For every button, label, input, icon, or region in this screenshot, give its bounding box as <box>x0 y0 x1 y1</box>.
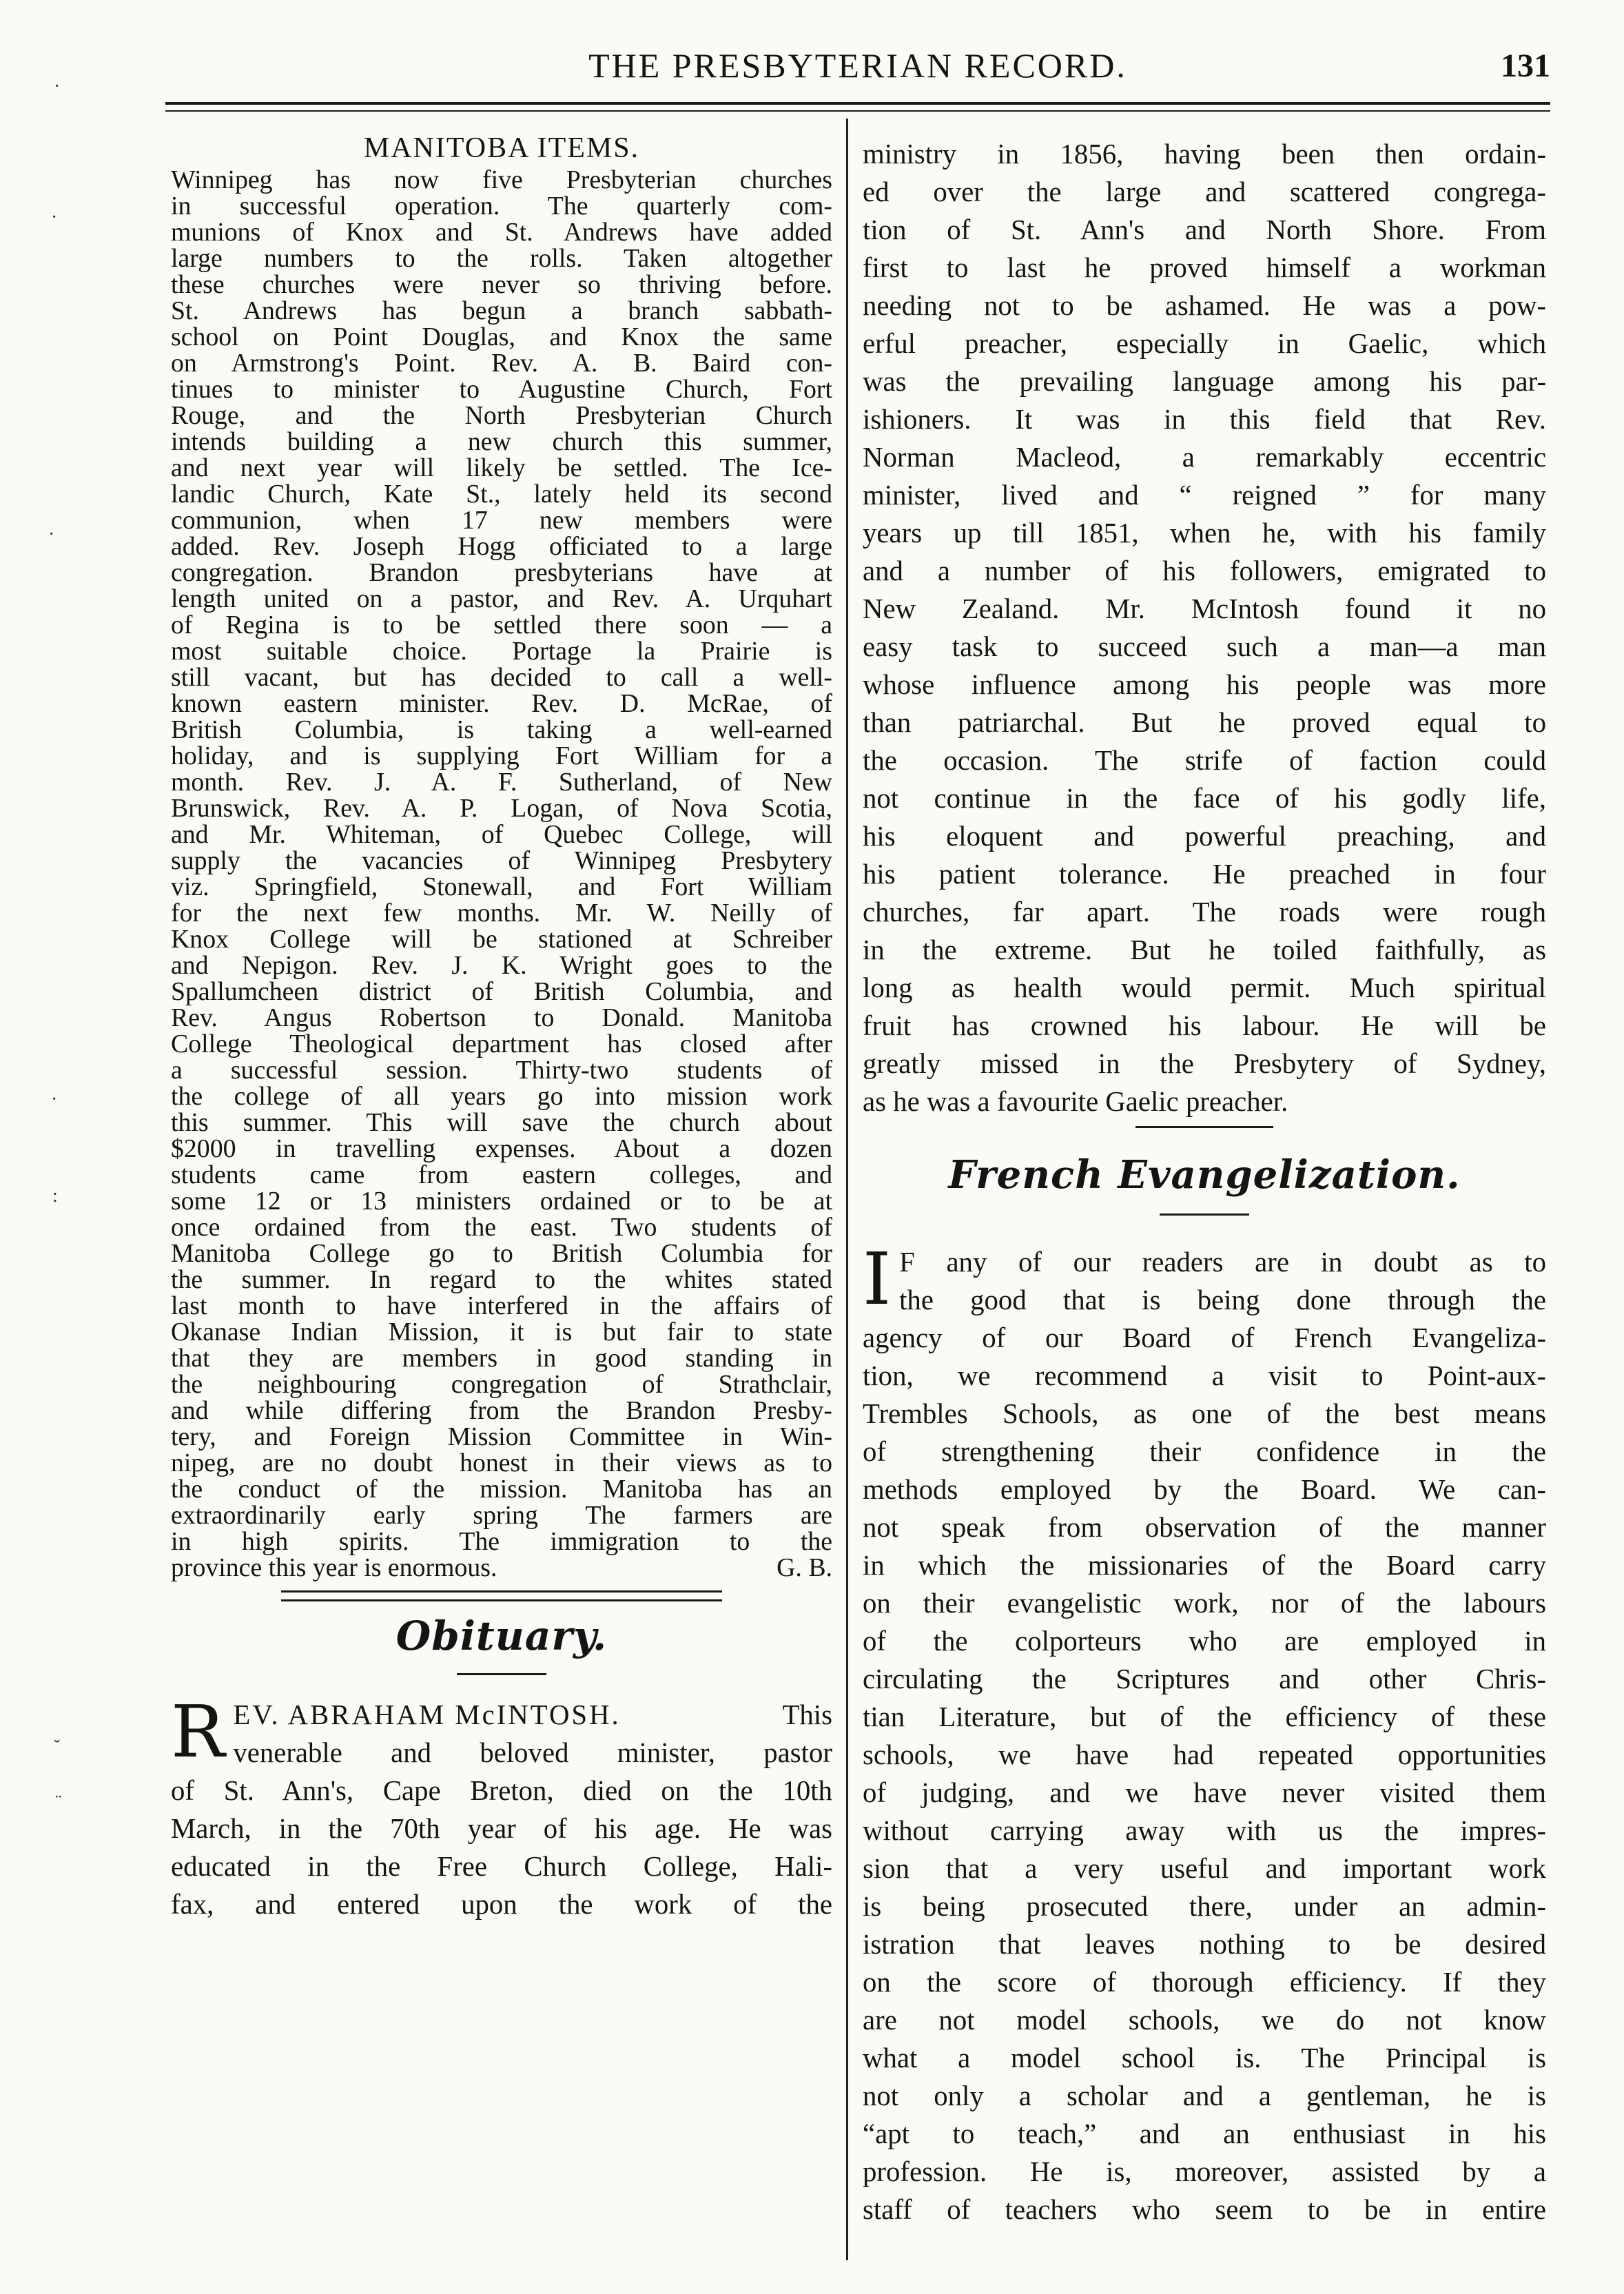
text-line: month. Rev. J. A. F. Sutherland, of New <box>171 768 832 797</box>
text-line: than patriarchal. But he proved equal to <box>863 707 1546 738</box>
manitoba-heading: MANITOBA ITEMS. <box>363 132 640 164</box>
text-line: istration that leaves nothing to be desired <box>863 1929 1546 1960</box>
text-line: last month to have interfered in the affairs of <box>171 1291 832 1320</box>
text-line: Okanase Indian Mission, it is but fair to state <box>171 1318 832 1346</box>
margin-mark: · <box>54 76 61 97</box>
text-line: on Armstrong's Point. Rev. A. B. Baird con- <box>171 349 832 378</box>
margin-mark: ¨ <box>55 1792 62 1813</box>
text-line: tery, and Foreign Mission Committee in Win- <box>171 1422 832 1451</box>
text-line: of judging, and we have never visited them <box>863 1777 1546 1808</box>
text-line: of Regina is to be settled there soon — a <box>171 611 832 639</box>
text-line: a successful session. Thirty-two students of <box>171 1056 832 1085</box>
text-line: holiday, and is supplying Fort William for a <box>171 741 832 770</box>
obituary-rule-wrap <box>171 1590 832 1601</box>
text-line: in high spirits. The immigration to the <box>171 1527 832 1556</box>
text-line: this summer. This will save the church about <box>171 1108 832 1137</box>
text-line: that they are members in good standing in <box>171 1344 832 1373</box>
right-column <box>863 135 1546 2229</box>
text-line: staff of teachers who seem to be in entire <box>863 2194 1546 2225</box>
short-rule <box>1160 1213 1249 1216</box>
obituary-drop-cap: R <box>171 1696 225 1774</box>
text-line: in which the missionaries of the Board carry <box>863 1550 1546 1581</box>
text-line: Rev. Angus Robertson to Donald. Manitoba <box>171 1003 832 1032</box>
text-line: the conduct of the mission. Manitoba has an <box>171 1475 832 1504</box>
margin-mark: ˘ <box>54 1737 61 1758</box>
text-line: of St. Ann's, Cape Breton, died on the 10th <box>171 1775 832 1806</box>
text-line: New Zealand. Mr. McIntosh found it no <box>863 593 1546 624</box>
text-line: viz. Springfield, Stonewall, and Fort William <box>171 872 832 901</box>
text-line: for the next few months. Mr. W. Neilly of <box>171 899 832 928</box>
double-rule <box>281 1590 722 1601</box>
text-line: ishioners. It was in this field that Rev. <box>863 404 1546 435</box>
left-column <box>171 131 832 1923</box>
obituary-deceased-name: EV. ABRAHAM McINTOSH. <box>233 1699 621 1730</box>
text-line: in the extreme. But he toiled faithfully, as <box>863 934 1546 965</box>
text-line: schools, we have had repeated opportunities <box>863 1739 1546 1770</box>
text-line: these churches were never so thriving before. <box>171 270 832 299</box>
text-line: minister, lived and “ reigned ” for many <box>863 480 1546 511</box>
text-line: and a number of his followers, emigrated to <box>863 555 1546 586</box>
running-head <box>165 41 1550 90</box>
text-line: once ordained from the east. Two students of <box>171 1213 832 1242</box>
text-line: St. Andrews has begun a branch sabbath- <box>171 296 832 325</box>
obituary-first-line <box>233 1696 832 1734</box>
text-line: agency of our Board of French Evangeliza- <box>863 1322 1546 1353</box>
obituary-first-block <box>171 1696 832 1923</box>
text-line: Knox College will be stationed at Schreiber <box>171 925 832 954</box>
text-line: Rouge, and the North Presbyterian Church <box>171 401 832 430</box>
text-line: fax, and entered upon the work of the <box>171 1889 832 1920</box>
margin-mark: · <box>51 207 58 228</box>
text-line: tion, we recommend a visit to Point-aux- <box>863 1360 1546 1391</box>
text-line: his patient tolerance. He preached in four <box>863 859 1546 890</box>
text-line: intends building a new church this summer, <box>171 427 832 456</box>
text-line: the summer. In regard to the whites stated <box>171 1265 832 1294</box>
text-line: students came from eastern colleges, and <box>171 1160 832 1189</box>
text-line: tion of St. Ann's and North Shore. From <box>863 214 1546 245</box>
text-line: not speak from observation of the manner <box>863 1512 1546 1543</box>
text-line: Trembles Schools, as one of the best means <box>863 1398 1546 1429</box>
text-line: known eastern minister. Rev. D. McRae, of <box>171 689 832 718</box>
text-line: Winnipeg has now five Presbyterian churches <box>171 165 832 194</box>
text-line: whose influence among his people was more <box>863 669 1546 700</box>
text-line: needing not to be ashamed. He was a pow- <box>863 290 1546 321</box>
text-line: the good that is being done through the <box>899 1284 1546 1315</box>
text-line: long as health would permit. Much spiritual <box>863 972 1546 1003</box>
text-line: easy task to succeed such a man—a man <box>863 631 1546 662</box>
text-line: without carrying away with us the impres- <box>863 1815 1546 1846</box>
text-line: supply the vacancies of Winnipeg Presbytery <box>171 846 832 875</box>
manitoba-closing-line <box>171 1555 832 1581</box>
text-line: not only a scholar and a gentleman, he is <box>863 2080 1546 2111</box>
text-line: greatly missed in the Presbytery of Sydney, <box>863 1048 1546 1079</box>
short-rule <box>1135 1126 1273 1128</box>
text-line: erful preacher, especially in Gaelic, which <box>863 328 1546 359</box>
text-line: “apt to teach,” and an enthusiast in his <box>863 2118 1546 2149</box>
text-line: large numbers to the rolls. Taken altogether <box>171 244 832 273</box>
french-first-block <box>863 1243 1546 2229</box>
text-line: venerable and beloved minister, pastor <box>233 1737 832 1768</box>
text-line: is being prosecuted there, under an admin- <box>863 1891 1546 1922</box>
text-line: first to last he proved himself a workman <box>863 252 1546 283</box>
text-line: profession. He is, moreover, assisted by a <box>863 2156 1546 2187</box>
text-line: British Columbia, is taking a well-earned <box>171 715 832 744</box>
obituary-body <box>171 1734 832 1923</box>
text-line: are not model schools, we do not know <box>863 2005 1546 2036</box>
text-line: and next year will likely be settled. The Ice- <box>171 453 832 482</box>
text-line: years up till 1851, when he, with his family <box>863 518 1546 549</box>
text-line: fruit has crowned his labour. He will be <box>863 1010 1546 1041</box>
text-line: and Nepigon. Rev. J. K. Wright goes to the <box>171 951 832 980</box>
text-line: and Mr. Whiteman, of Quebec College, will <box>171 820 832 849</box>
text-line: still vacant, but has decided to call a well- <box>171 663 832 692</box>
text-line: tinues to minister to Augustine Church, Fort <box>171 375 832 404</box>
text-line: circulating the Scriptures and other Chris- <box>863 1663 1546 1694</box>
text-line: of strengthening their confidence in the <box>863 1436 1546 1467</box>
french-short-rule-wrap <box>863 1126 1546 1128</box>
french-heading: French Evangelization. <box>948 1152 1461 1198</box>
signature: G. B. <box>777 1553 832 1582</box>
text-line: ed over the large and scattered congrega- <box>863 176 1546 207</box>
text-line: the occasion. The strife of faction could <box>863 745 1546 776</box>
text-line: on the score of thorough efficiency. If they <box>863 1967 1546 1998</box>
french-drop-cap: I <box>863 1243 892 1321</box>
text-line: $2000 in travelling expenses. About a dozen <box>171 1134 832 1163</box>
text-line: of the colporteurs who are employed in <box>863 1626 1546 1657</box>
text-line: landic Church, Kate St., lately held its second <box>171 480 832 509</box>
text-line: not continue in the face of his godly life, <box>863 783 1546 814</box>
french-short-rule-wrap-2 <box>863 1213 1546 1216</box>
running-title: THE PRESBYTERIAN RECORD. <box>588 46 1127 85</box>
french-first-line: F any of our readers are in doubt as to <box>899 1247 1546 1278</box>
text-line: ministry in 1856, having been then ordain- <box>863 139 1546 170</box>
text-line: school on Point Douglas, and Knox the same <box>171 322 832 351</box>
manitoba-body <box>171 167 832 1555</box>
obituary-first-line-tail: This <box>782 1699 832 1730</box>
margin-mark: · <box>51 1089 58 1110</box>
text-line: in successful operation. The quarterly com- <box>171 192 832 221</box>
text-line: nipeg, are no doubt honest in their views as to <box>171 1448 832 1477</box>
text-line: extraordinarily early spring The farmers are <box>171 1501 832 1530</box>
margin-mark: : <box>52 1185 58 1207</box>
french-body <box>863 1281 1546 2229</box>
text-line: his eloquent and powerful preaching, and <box>863 821 1546 852</box>
text-line: most suitable choice. Portage la Prairie is <box>171 637 832 666</box>
text-line: College Theological department has closed after <box>171 1030 832 1058</box>
text-line: educated in the Free Church College, Hali- <box>171 1851 832 1882</box>
text-line: congregation. Brandon presbyterians have at <box>171 558 832 587</box>
text-line: was the prevailing language among his par- <box>863 366 1546 397</box>
text-line: what a model school is. The Principal is <box>863 2042 1546 2073</box>
text-line: Manitoba College go to British Columbia for <box>171 1239 832 1268</box>
text-line: length united on a pastor, and Rev. A. Urquhart <box>171 584 832 613</box>
margin-mark: · <box>48 524 55 545</box>
text-line: churches, far apart. The roads were rough <box>863 897 1546 928</box>
page-number: 131 <box>1501 48 1550 84</box>
text-line: methods employed by the Board. We can- <box>863 1474 1546 1505</box>
text-line: sion that a very useful and important work <box>863 1853 1546 1884</box>
obituary-short-rule-wrap <box>171 1673 832 1675</box>
obituary-heading: Obituary. <box>395 1612 608 1659</box>
text-line: munions of Knox and St. Andrews have added <box>171 218 832 247</box>
manitoba-last-line: province this year is enormous. <box>171 1553 497 1582</box>
text-line: March, in the 70th year of his age. He was <box>171 1813 832 1844</box>
text-line: Norman Macleod, a remarkably eccentric <box>863 442 1546 473</box>
obituary-continued-body <box>863 135 1546 1083</box>
text-line: and while differing from the Brandon Presby- <box>171 1396 832 1425</box>
text-line: communion, when 17 new members were <box>171 506 832 535</box>
text-line: added. Rev. Joseph Hogg officiated to a large <box>171 532 832 561</box>
head-rule <box>165 102 1550 105</box>
obituary-last-line: as he was a favourite Gaelic preacher. <box>863 1086 1288 1117</box>
text-line: some 12 or 13 ministers ordained or to be at <box>171 1187 832 1216</box>
text-line: Brunswick, Rev. A. P. Logan, of Nova Scotia, <box>171 794 832 823</box>
head-rule <box>165 110 1550 112</box>
text-line: Spallumcheen district of British Columbia, and <box>171 977 832 1006</box>
short-rule <box>457 1673 546 1675</box>
text-line: tian Literature, but of the efficiency of these <box>863 1701 1546 1732</box>
text-line: the college of all years go into mission work <box>171 1082 832 1111</box>
column-divider <box>846 119 848 2260</box>
text-line: on their evangelistic work, nor of the labours <box>863 1588 1546 1619</box>
text-line: the neighbouring congregation of Strathclair, <box>171 1370 832 1399</box>
